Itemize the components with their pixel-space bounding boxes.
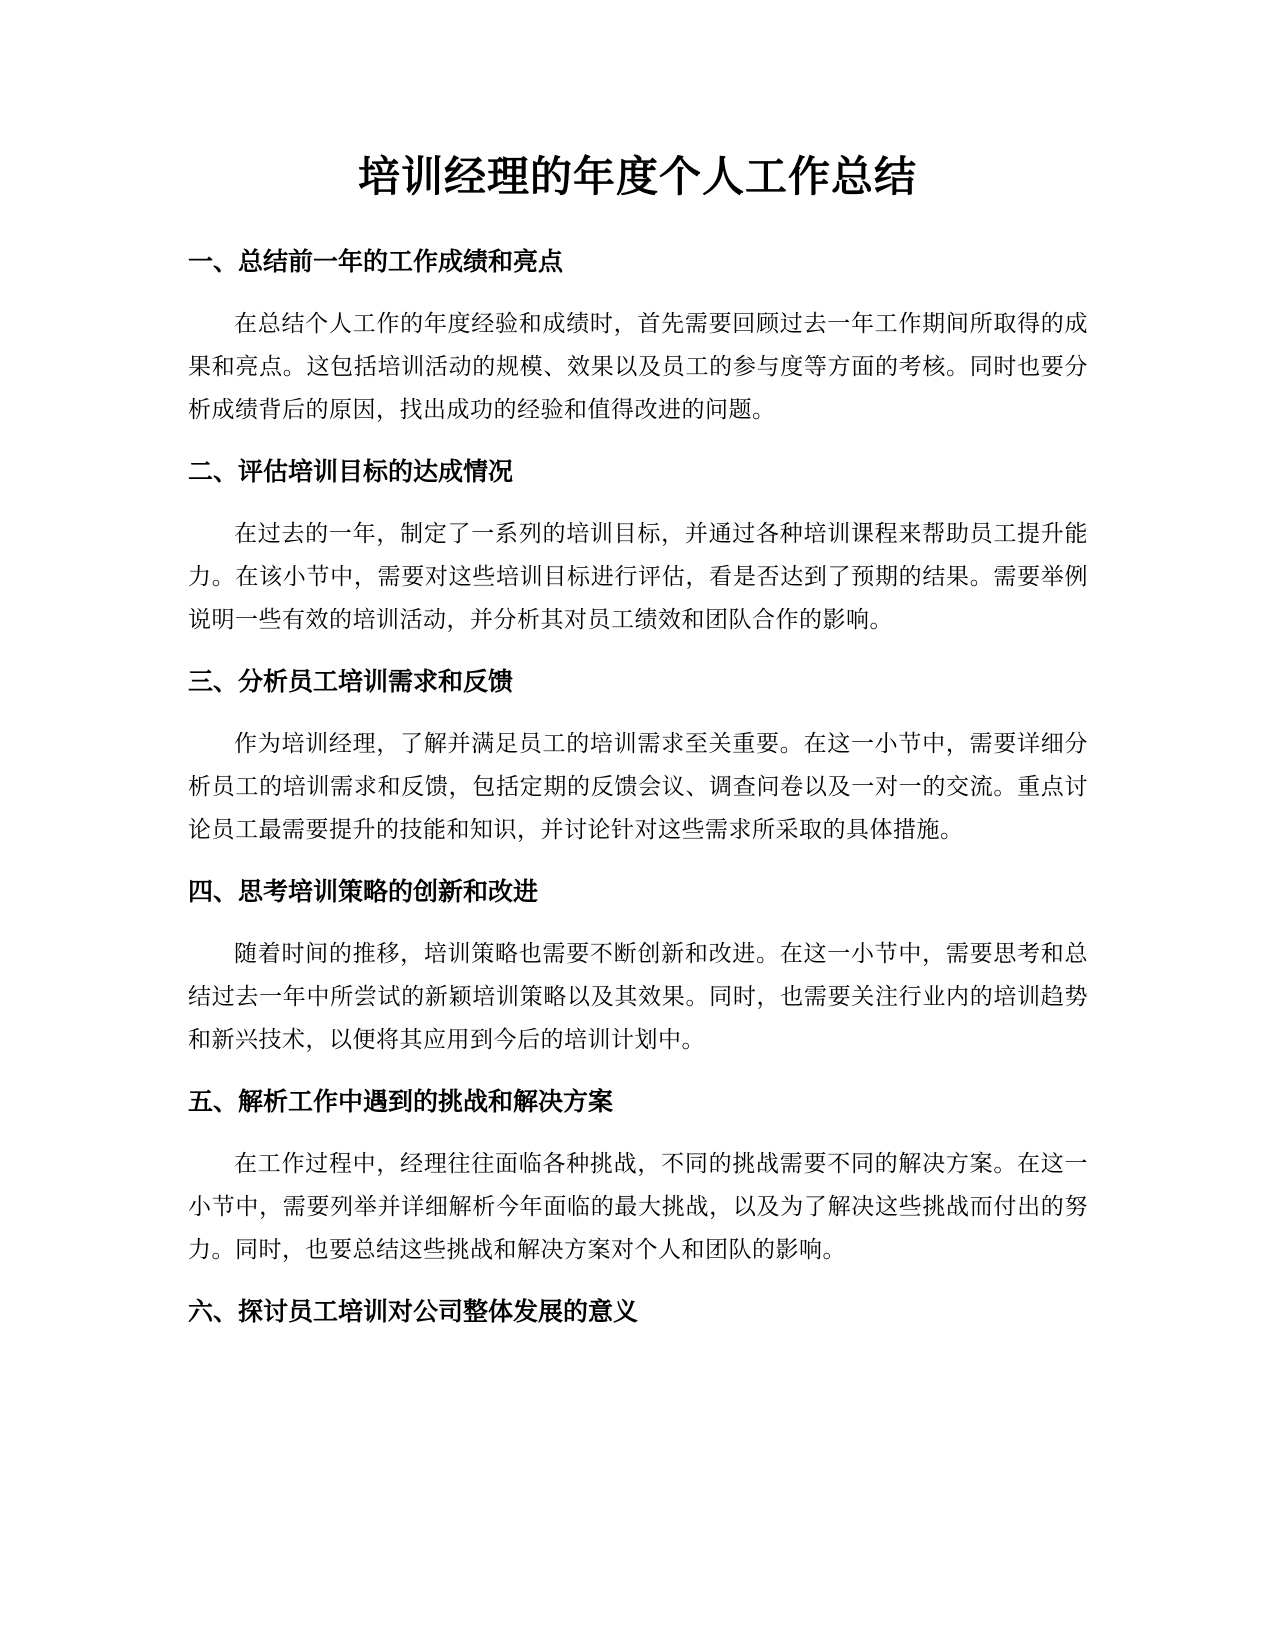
section-heading: 六、探讨员工培训对公司整体发展的意义: [188, 1297, 639, 1326]
section-heading: 三、分析员工培训需求和反馈: [188, 667, 514, 696]
section-paragraph: 作为培训经理，了解并满足员工的培训需求至关重要。在这一小节中，需要详细分析员工的培训需求和反馈，包括定期的反馈会议、调查问卷以及一对一的交流。重点讨论员工最需要提升的技能和知识，并讨论针对这些需求所采取的具体措施。: [188, 731, 1088, 843]
section-5: [188, 1084, 1088, 1272]
section-heading: 一、总结前一年的工作成绩和亮点: [188, 247, 564, 276]
section-3: [188, 664, 1088, 852]
section-paragraph: 在过去的一年，制定了一系列的培训目标，并通过各种培训课程来帮助员工提升能力。在该小节中，需要对这些培训目标进行评估，看是否达到了预期的结果。需要举例说明一些有效的培训活动，并分析其对员工绩效和团队合作的影响。: [188, 521, 1088, 633]
section-paragraph: 在总结个人工作的年度经验和成绩时，首先需要回顾过去一年工作期间所取得的成果和亮点。这包括培训活动的规模、效果以及员工的参与度等方面的考核。同时也要分析成绩背后的原因，找出成功的经验和值得改进的问题。: [188, 311, 1088, 423]
section-heading: 二、评估培训目标的达成情况: [188, 457, 514, 486]
section-heading: 四、思考培训策略的创新和改进: [188, 877, 539, 906]
section-paragraph: 在工作过程中，经理往往面临各种挑战，不同的挑战需要不同的解决方案。在这一小节中，需要列举并详细解析今年面临的最大挑战，以及为了解决这些挑战而付出的努力。同时，也要总结这些挑战和解决方案对个人和团队的影响。: [188, 1151, 1088, 1263]
section-6: [188, 1294, 1088, 1330]
section-paragraph: 随着时间的推移，培训策略也需要不断创新和改进。在这一小节中，需要思考和总结过去一年中所尝试的新颖培训策略以及其效果。同时，也需要关注行业内的培训趋势和新兴技术，以便将其应用到今后的培训计划中。: [188, 941, 1088, 1053]
section-heading: 五、解析工作中遇到的挑战和解决方案: [188, 1087, 614, 1116]
section-1: [188, 244, 1088, 432]
section-2: [188, 454, 1088, 642]
document-content: [188, 244, 1088, 1353]
document-title: 培训经理的年度个人工作总结: [357, 152, 917, 201]
section-4: [188, 874, 1088, 1062]
